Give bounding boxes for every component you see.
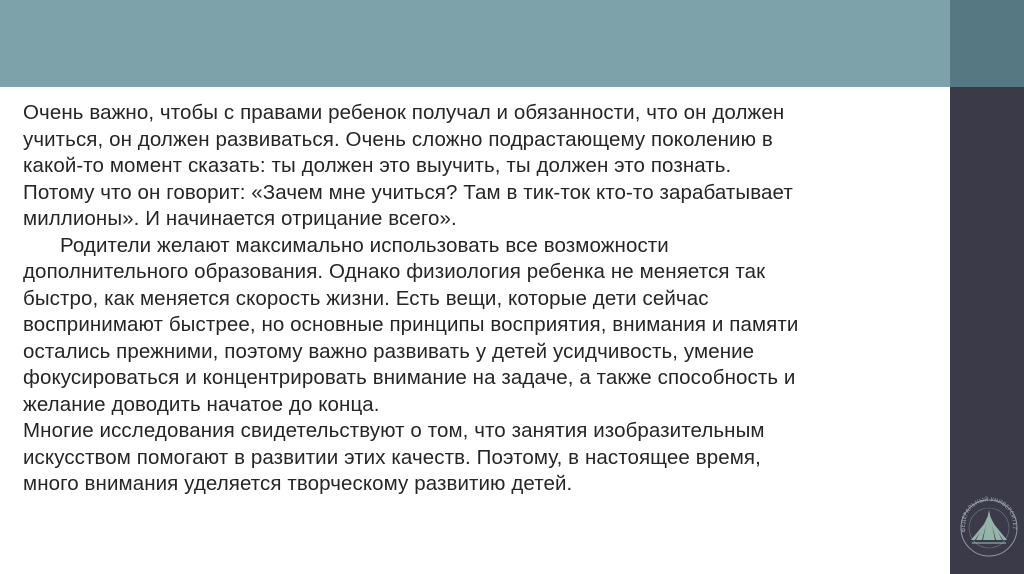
text-line: быстро, как меняется скорость жизни. Есть вещи, которые дети сейчас bbox=[23, 286, 709, 310]
text-line: Очень важно, чтобы с правами ребенок получал и обязанности, что он должен bbox=[23, 101, 785, 124]
text-line: фокусироваться и концентрировать внимание на задаче, а также способность и bbox=[23, 366, 796, 389]
text-line: Многие исследования свидетельствуют о том, что занятия изобразительным bbox=[23, 419, 765, 442]
text-line: миллионы». И начинается отрицание всего». bbox=[23, 207, 457, 230]
header-band bbox=[0, 0, 950, 87]
corner-block bbox=[950, 0, 1024, 87]
text-line: какой-то момент сказать: ты должен это выучить, ты должен это познать. bbox=[23, 154, 732, 177]
text-line: искусством помогают в развитии этих качеств. Поэтому, в настоящее время, bbox=[23, 445, 761, 469]
text-line: учиться, он должен развиваться. Очень сложно подрастающему поколению в bbox=[23, 127, 773, 151]
text-line-indented: Родители желают максимально использовать все возможности bbox=[60, 233, 669, 257]
text-line: много внимания уделяется творческому развитию детей. bbox=[23, 472, 573, 495]
university-seal-icon bbox=[958, 482, 1020, 572]
slide-body-text bbox=[23, 100, 943, 498]
seal-arc-text: ФЕДЕРАЛЬНЫЙ УНИВЕРСИТЕТ bbox=[960, 497, 1018, 533]
text-line: Потому что он говорит: «Зачем мне учиться? Там в тик-ток кто-то зарабатывает bbox=[23, 180, 793, 204]
text-line: воспринимают быстрее, но основные принципы восприятия, внимания и памяти bbox=[23, 313, 799, 336]
text-line: остались прежними, поэтому важно развивать у детей усидчивость, умение bbox=[23, 339, 755, 363]
text-line: желание доводить начатое до конца. bbox=[23, 392, 380, 416]
text-line: дополнительного образования. Однако физиология ребенка не меняется так bbox=[23, 260, 766, 283]
